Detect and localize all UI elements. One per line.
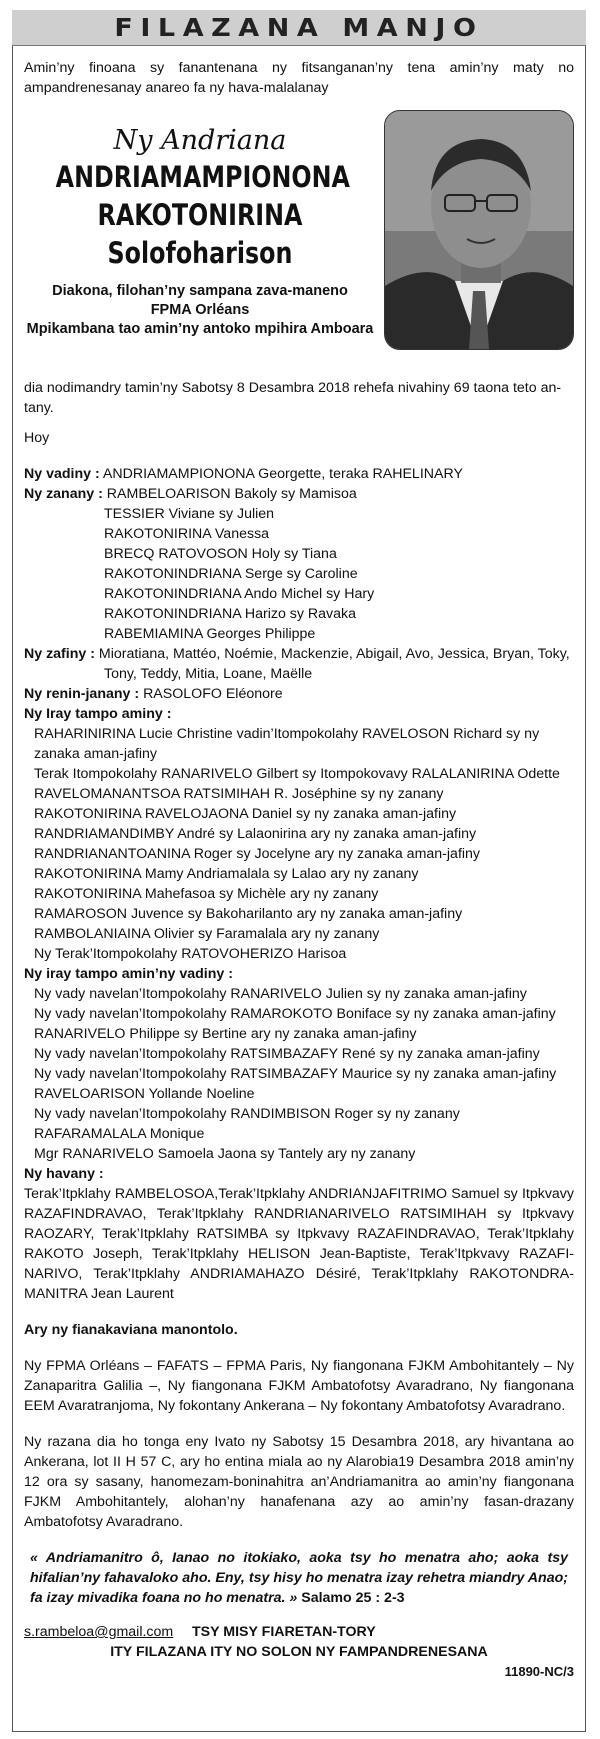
quote-reference: Salamo 25 : 2-3 — [301, 1590, 405, 1606]
child-name: TESSIER Viviane sy Julien — [104, 506, 275, 522]
mother-in-law-name: RASOLOFO Eléonore — [143, 686, 283, 702]
sibling-entry: RAVELOMANANTSOA RATSIMIHAH R. Joséphine sy ny zanany — [34, 786, 444, 802]
deceased-given-name: Solofoharison — [107, 236, 293, 270]
notice-header — [12, 10, 586, 46]
deceased-surname: ANDRIAMAMPIONONA — [55, 160, 350, 194]
child-name: RAKOTONINDRIANA Serge sy Caroline — [104, 566, 358, 582]
official-notice-line: ITY FILAZANA ITY NO SOLON NY FAMPANDRENESANA — [110, 1644, 488, 1660]
sibling-entry: RANDRIANANTOANINA Roger sy Jocelyne ary ny zanaka aman-jafiny — [34, 846, 481, 862]
intro-text: Amin’ny finoana sy fanantenana ny fitsanganan’ny tena amin’ny maty no ampandrenesanay anareo fa ny hava-malalanay — [24, 60, 574, 96]
role-line: FPMA Orléans — [150, 302, 250, 318]
spouse-sibling-entry: RANARIVELO Philippe sy Bertine ary ny zanaka aman-jafiny — [34, 1026, 417, 1042]
sibling-entry: Ny Terak’Itompokolahy RATOVOHERIZO Harisoa — [34, 946, 347, 962]
organisations-paragraph: Ny FPMA Orléans – FAFATS – FPMA Paris, Ny fiangonana FJKM Ambohitantely – Ny Zanaparitra Galilia –, Ny fiangonana FJKM Ambatofotsy Avaradrano, Ny fiangonana EEM Avaratranjoma, Ny fokontany Ankerana – Ny fokontany Ambatofotsy Avaradrano. — [24, 1358, 574, 1414]
contact-email-link[interactable]: s.rambeloa@gmail.com — [24, 1624, 174, 1640]
reference-number: 11890-NC/3 — [504, 1664, 574, 1679]
footer-contact-row — [24, 1622, 574, 1642]
child-name: RABEMIAMINA Georges Philippe — [104, 626, 316, 642]
deceased-section — [24, 110, 574, 378]
sibling-entry: RAHARINIRINA Lucie Christine vadin’Itompokolahy RAVELOSON Richard sy ny zanaka aman-jafiny — [34, 726, 540, 762]
whole-family-line: Ary ny fianakaviana manontolo. — [24, 1322, 238, 1338]
grandchildren-row — [24, 644, 574, 664]
notice-title: FILAZANA MANJO — [114, 13, 484, 42]
quote-text: « Andriamanitro ô, Ianao no itokiako, aoka tsy ho menatra aho; aoka tsy hifalian’ny fahavaloko aho. Eny, tsy hisy ho menatra izay rehetra miandry Anao; fa izay mivadika foana no ho menatra. » — [30, 1550, 568, 1606]
children-row — [24, 484, 574, 504]
sibling-entry: RAKOTONIRINA RAVELOJAONA Daniel sy ny zanaka aman-jafiny — [34, 806, 457, 822]
spouse-sibling-entry: Ny vady navelan’Itompokolahy RATSIMBAZAFY René sy ny zanaka aman-jafiny — [34, 1046, 540, 1062]
spouse-row — [24, 464, 574, 484]
children-label: Ny zanany : — [24, 486, 103, 502]
deceased-roles — [24, 282, 376, 339]
child-name: RAKOTONIRINA Vanessa — [104, 526, 270, 542]
hoy-label: Hoy — [24, 430, 50, 446]
sibling-entry: RAKOTONIRINA Mamy Andriamalala sy Lalao ary ny zanany — [34, 866, 419, 882]
sibling-entry: RAMBOLANIAINA Olivier sy Faramalala ary ny zanany — [34, 926, 380, 942]
child-name: RAMBELOARISON Bakoly sy Mamisoa — [106, 486, 357, 502]
death-announcement: dia nodimandry tamin’ny Sabotsy 8 Desambra 2018 rehefa nivahiny 69 taona teto an-tany. — [24, 380, 562, 416]
spouse-sibling-entry: Ny vady navelan’Itompokolahy RATSIMBAZAFY Maurice sy ny zanaka aman-jafiny — [34, 1066, 557, 1082]
portrait-illustration — [385, 111, 573, 349]
role-line: Diakona, filohan’ny sampana zava-maneno — [52, 283, 348, 299]
role-line: Mpikambana tao amin’ny antoko mpihira Amboara — [26, 321, 374, 337]
deceased-name-block — [24, 124, 376, 339]
mother-in-law-row — [24, 684, 574, 704]
no-wake-notice: TSY MISY FIARETAN-TORY — [192, 1624, 376, 1640]
bible-quote — [24, 1548, 574, 1608]
mother-in-law-label: Ny renin-janany : — [24, 686, 140, 702]
deceased-surname-2: RAKOTONIRINA — [97, 198, 303, 232]
funeral-details: Ny razana dia ho tonga eny Ivato ny Sabotsy 15 Desambra 2018, ary hivantana ao Ankerana, lot II H 57 C, ary ho entina miala ao ny Alarobia19 Desambra 2018 amin’ny 12 ora sy sasany, hanomezam-boninahitra an’Andriamanitra ao amin’ny fiangonana FJKM Ambohitantely, alohan’ny hanafenana azy ao amin’ny fasan-drazany Ambatofotsy Avaradrano. — [24, 1434, 574, 1530]
sibling-entry: RAMAROSON Juvence sy Bakoharilanto ary ny zanaka aman-jafiny — [34, 906, 463, 922]
spouse-sibling-entry: Ny vady navelan’Itompokolahy RANARIVELO Julien sy ny zanaka aman-jafiny — [34, 986, 527, 1002]
grandchildren-label: Ny zafiny : — [24, 646, 95, 662]
spouse-sibling-entry: Ny vady navelan’Itompokolahy RAMAROKOTO Boniface sy ny zanaka aman-jafiny — [34, 1006, 556, 1022]
spouse-siblings-label: Ny iray tampo amin’ny vadiny : — [24, 966, 233, 982]
child-name: RAKOTONINDRIANA Harizo sy Ravaka — [104, 606, 357, 622]
child-name: RAKOTONINDRIANA Ando Michel sy Hary — [104, 586, 375, 602]
grandchildren-names-2: Tony, Teddy, Mitia, Loane, Maëlle — [104, 666, 313, 682]
relatives-list: Terak’Itpklahy RAMBELOSOA,Terak’Itpklahy ANDRIANJAFITRIMO Samuel sy Itpkvavy RAZAFINDRAVAO, Terak’Itpklahy RANDRIANARIVELO RATSIMIHAH sy Itpkvavy RAOZARY, Terak’Itpklahy RATSIMBA sy Itpkvavy RAZAFINDRAVAO, Terak’Itpklahy RAKOTO Joseph, Terak’Itpklahy HELISON Jean-Baptiste, Terak’Itpkvavy RAZAFI-NARIVO, Terak’Itpklahy ANDRIAMAHAZO Désiré, Terak’Itpklahy RAKOTONDRA-MANITRA Jean Laurent — [24, 1186, 574, 1302]
spouse-sibling-entry: Mgr RANARIVELO Samoela Jaona sy Tantely ary ny zanany — [34, 1146, 416, 1162]
sibling-entry: RAKOTONIRINA Mahefasoa sy Michèle ary ny zanany — [34, 886, 379, 902]
sibling-entry: Terak Itompokolahy RANARIVELO Gilbert sy Itompokovavy RALALANIRINA Odette — [34, 766, 560, 782]
spouse-label: Ny vadiny : — [24, 466, 100, 482]
notice-body — [24, 58, 574, 1682]
spouse-sibling-entry: Ny vady navelan’Itompokolahy RANDIMBISON Roger sy ny zanany — [34, 1106, 460, 1122]
honorific: Ny Andriana — [113, 125, 287, 156]
spouse-sibling-entry: RAFARAMALALA Monique — [34, 1126, 205, 1142]
siblings-label: Ny Iray tampo aminy : — [24, 706, 172, 722]
child-name: BRECQ RATOVOSON Holy sy Tiana — [104, 546, 337, 562]
spouse-sibling-entry: RAVELOARISON Yollande Noeline — [34, 1086, 255, 1102]
relatives-label: Ny havany : — [24, 1166, 104, 1182]
grandchildren-names: Mioratiana, Mattéo, Noémie, Mackenzie, Abigail, Avo, Jessica, Bryan, Toky, — [98, 646, 570, 662]
deceased-portrait-photo — [384, 110, 574, 350]
sibling-entry: RANDRIAMANDIMBY André sy Lalaonirina ary ny zanaka aman-jafiny — [34, 826, 477, 842]
spouse-name: ANDRIAMAMPIONONA Georgette, teraka RAHELINARY — [102, 466, 463, 482]
